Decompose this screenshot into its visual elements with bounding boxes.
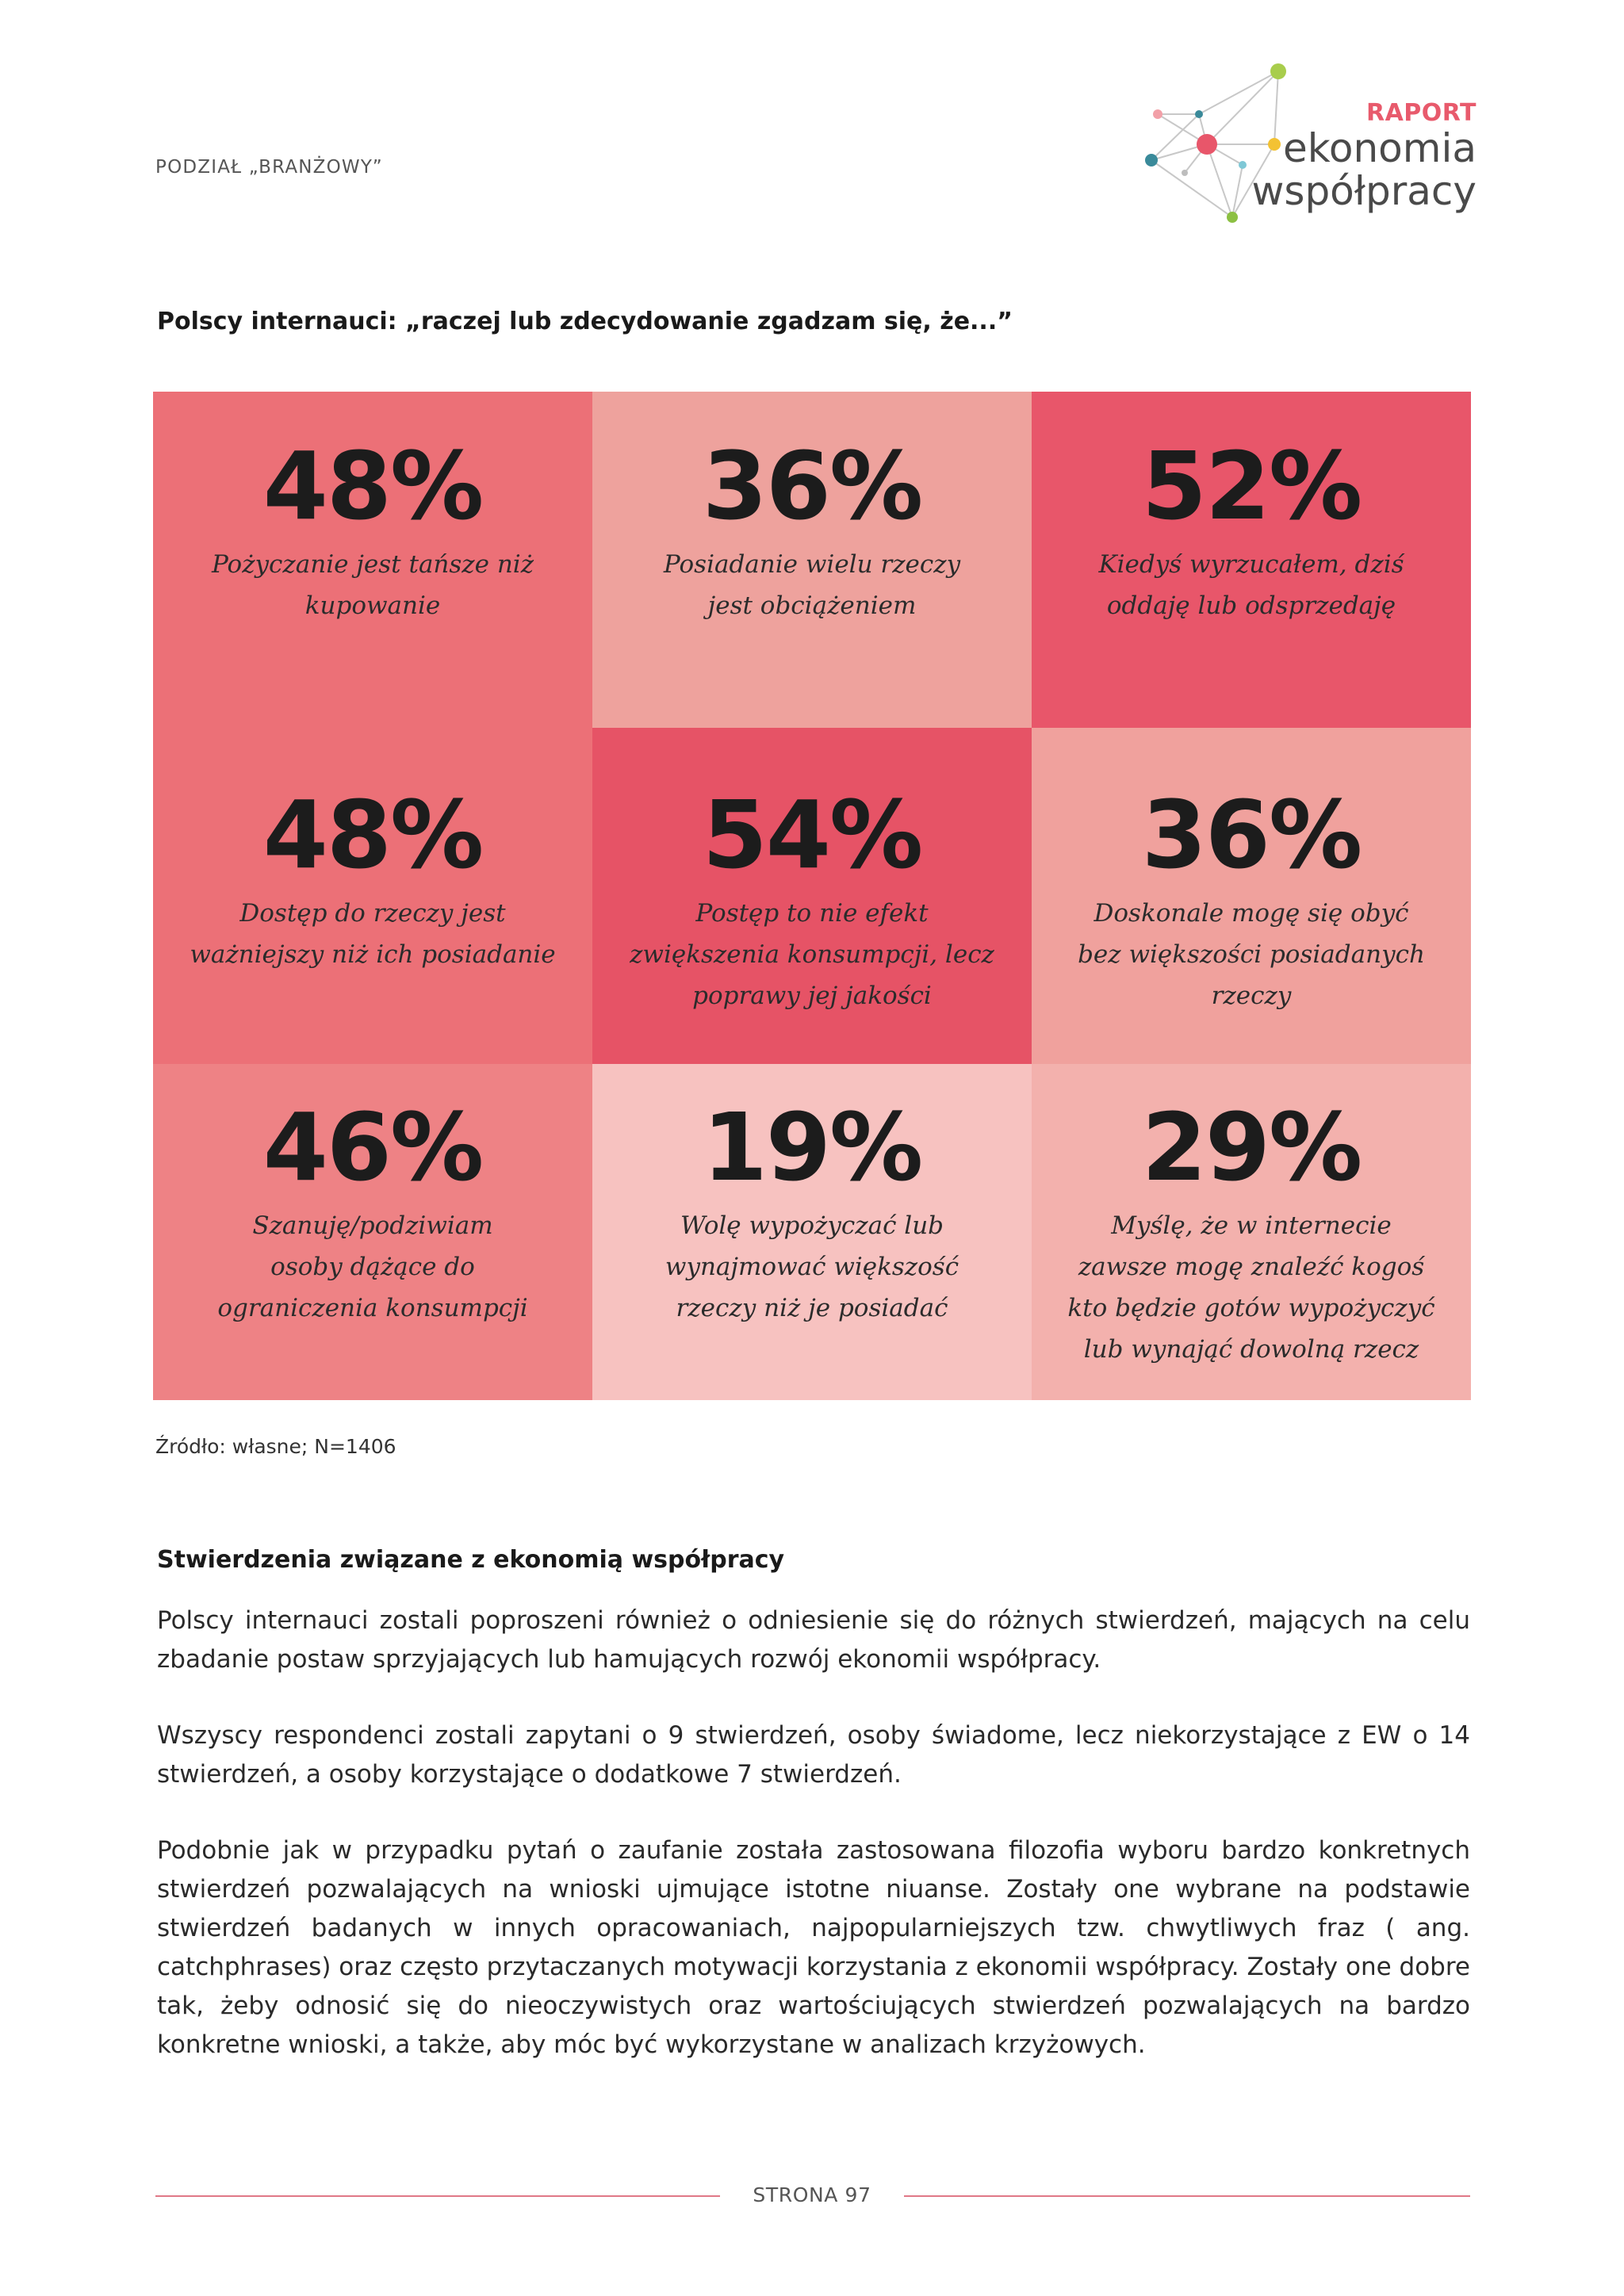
stat-tile-6: [1032, 728, 1471, 1064]
stat-tile-4: [153, 728, 592, 1064]
stat-value-8: 19%: [702, 1093, 922, 1202]
stat-tile-9: [1032, 1064, 1471, 1400]
stat-value-7: 46%: [262, 1093, 483, 1202]
stat-tile-2: [592, 392, 1032, 728]
report-logo: [1136, 57, 1477, 239]
paragraph-2: Wszyscy respondenci zostali zapytani o 9 stwierdzeń, osoby świadome, lecz niekorzystające z EW o 14 stwierdzeń, a osoby korzystające o dodatkowe 7 stwierdzeń.: [157, 1721, 1470, 1789]
logo-raport: RAPORT: [1365, 99, 1477, 127]
stat-label-6: Doskonale mogę się obyć bez większości posiadanych rzeczy: [1078, 899, 1425, 1010]
stat-label-5: Postęp to nie efekt zwiększenia konsumpcji, lecz poprawy jej jakości: [630, 899, 994, 1010]
chart-source: Źródło: własne; N=1406: [155, 1435, 396, 1458]
stat-tile-5: [592, 728, 1032, 1064]
stat-value-3: 52%: [1141, 431, 1362, 541]
stat-value-2: 36%: [702, 431, 922, 541]
section-label: PODZIAŁ „BRANŻOWY”: [155, 157, 383, 178]
section-heading: Stwierdzenia związane z ekonomią współpracy: [157, 1546, 785, 1574]
footer-divider-left: [155, 2195, 720, 2197]
footer-divider-right: [904, 2195, 1470, 2197]
paragraph-1: Polscy internauci zostali poproszeni również o odniesienie się do różnych stwierdzeń, mających na celu zbadanie postaw sprzyjających lub hamujących rozwój ekonomii współpracy.: [157, 1606, 1470, 1674]
stat-tile-3: [1032, 392, 1471, 728]
stat-label-2: Posiadanie wielu rzeczy jest obciążeniem: [663, 550, 961, 620]
stat-value-6: 36%: [1141, 780, 1362, 890]
page-number: STRONA 97: [753, 2183, 871, 2206]
stat-label-7: Szanuję/podziwiam osoby dążące do ograniczenia konsumpcji: [217, 1211, 528, 1322]
logo-line2: współpracy: [1251, 168, 1477, 214]
stat-label-4: Dostęp do rzeczy jest ważniejszy niż ich posiadanie: [190, 899, 556, 969]
statistics-grid: [153, 392, 1471, 1400]
stat-label-8: Wolę wypożyczać lub wynajmować większość rzeczy niż je posiadać: [665, 1211, 959, 1322]
stat-label-9: Myślę, że w internecie zawsze mogę znaleźć kogoś kto będzie gotów wypożyczyć lub wynająć dowolną rzecz: [1067, 1211, 1435, 1364]
chart-title: Polscy internauci: „raczej lub zdecydowanie zgadzam się, że...”: [157, 308, 1013, 335]
stat-value-4: 48%: [262, 780, 483, 890]
stat-value-5: 54%: [702, 780, 922, 890]
stat-label-1: Pożyczanie jest tańsze niż kupowanie: [211, 550, 534, 620]
stat-value-9: 29%: [1141, 1093, 1362, 1202]
stat-label-3: Kiedyś wyrzucałem, dziś oddaję lub odsprzedaję: [1098, 550, 1404, 620]
paragraph-3: Podobnie jak w przypadku pytań o zaufanie została zastosowana filozofia wyboru bardzo konkretnych stwierdzeń pozwalających na wnioski ujmujące istotne niuanse. Zostały one wybrane na podstawie stwierdzeń badanych w innych opracowaniach, najpopularniejszych tzw. chwytliwych fraz ( ang. catchphrases) oraz często przytaczanych motywacji korzystania z ekonomii współpracy. Zostały one dobre tak, żeby odnosić się do nieoczywistych oraz wartościujących stwierdzeń pozwalających na bardzo konkretne wnioski, a także, aby móc być wykorzystane w analizach krzyżowych.: [157, 1836, 1470, 2059]
stat-tile-7: [153, 1064, 592, 1400]
stat-value-1: 48%: [262, 431, 483, 541]
logo-line1: ekonomia: [1282, 125, 1477, 171]
stat-tile-8: [592, 1064, 1032, 1400]
